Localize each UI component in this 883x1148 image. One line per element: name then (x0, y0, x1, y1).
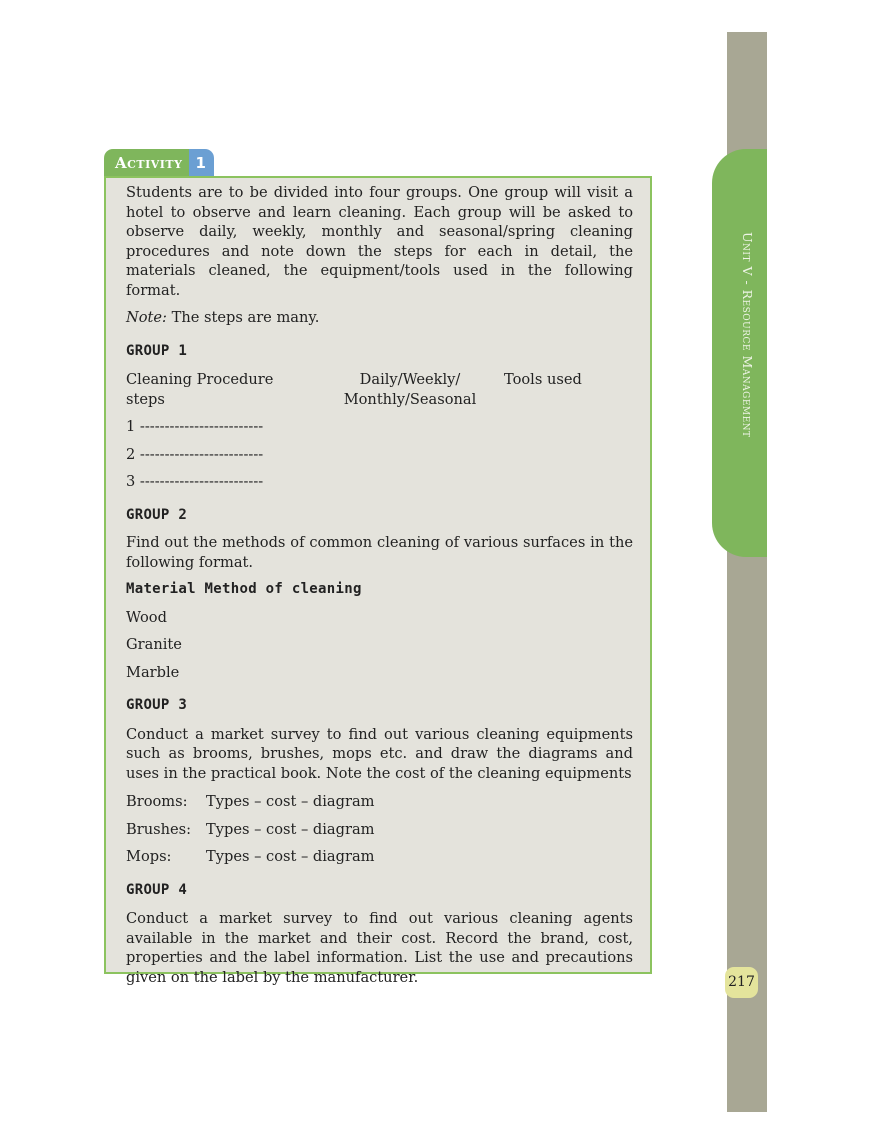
group4-paragraph: Conduct a market survey to find out various cleaning agents available in the market and their cost. Record the brand, cost, properties and the label information. List the use and precautions given on the label by the manufacturer. (126, 910, 633, 986)
note-text: The steps are many. (171, 309, 320, 326)
group2-table-header: Material Method of cleaning (126, 581, 362, 597)
intro-paragraph: Students are to be divided into four groups. One group will visit a hotel to observe and learn cleaning. Each group will be asked to observe daily, weekly, monthly and seasonal/spring cleaning procedures and note down the steps for each in detail, the materials cleaned, the equipment/tools used in the following format. (126, 184, 633, 299)
equipment-value: Types – cost – diagram (206, 820, 375, 838)
equipment-row (126, 847, 633, 867)
group1-heading: GROUP 1 (126, 342, 188, 359)
activity-content (126, 183, 633, 987)
group1-step: 2 ------------------------- (126, 445, 264, 463)
group1-step: 3 ------------------------- (126, 473, 264, 490)
activity-tab (104, 149, 214, 178)
group2-paragraph: Find out the methods of common cleaning of various surfaces in the following format. (126, 534, 633, 571)
note-label: Note: (126, 309, 167, 326)
group3-paragraph: Conduct a market survey to find out various cleaning equipments such as brooms, brushes, mops etc. and draw the diagrams and uses in the practical book. Note the cost of the cleaning equipments (126, 725, 633, 782)
equipment-value: Types – cost – diagram (206, 848, 375, 865)
equipment-row (126, 792, 633, 812)
group1-col-tools: Tools used (504, 371, 582, 388)
group2-heading: GROUP 2 (126, 506, 188, 523)
equipment-label: Brooms: (126, 793, 188, 810)
page-number: 217 (725, 967, 758, 998)
activity-label: Activity (104, 149, 189, 178)
group1-columns (126, 370, 633, 409)
group1-col-frequency: Daily/Weekly/ Monthly/Seasonal (343, 371, 477, 408)
unit-title: Unit V - Resource Management (740, 232, 755, 438)
note-line (126, 308, 633, 328)
equipment-label: Mops: (126, 848, 172, 865)
material-item: Wood (126, 608, 167, 626)
group1-step: 1 ------------------------- (126, 418, 264, 435)
activity-number: 1 (189, 149, 213, 178)
equipment-value: Types – cost – diagram (206, 793, 375, 810)
material-item: Granite (126, 636, 182, 653)
group3-heading: GROUP 3 (126, 697, 188, 713)
group1-col-procedure: Cleaning Procedure steps (126, 371, 274, 408)
group4-heading: GROUP 4 (126, 881, 188, 898)
material-item: Marble (126, 663, 180, 681)
equipment-label: Brushes: (126, 820, 192, 838)
equipment-row (126, 820, 633, 840)
